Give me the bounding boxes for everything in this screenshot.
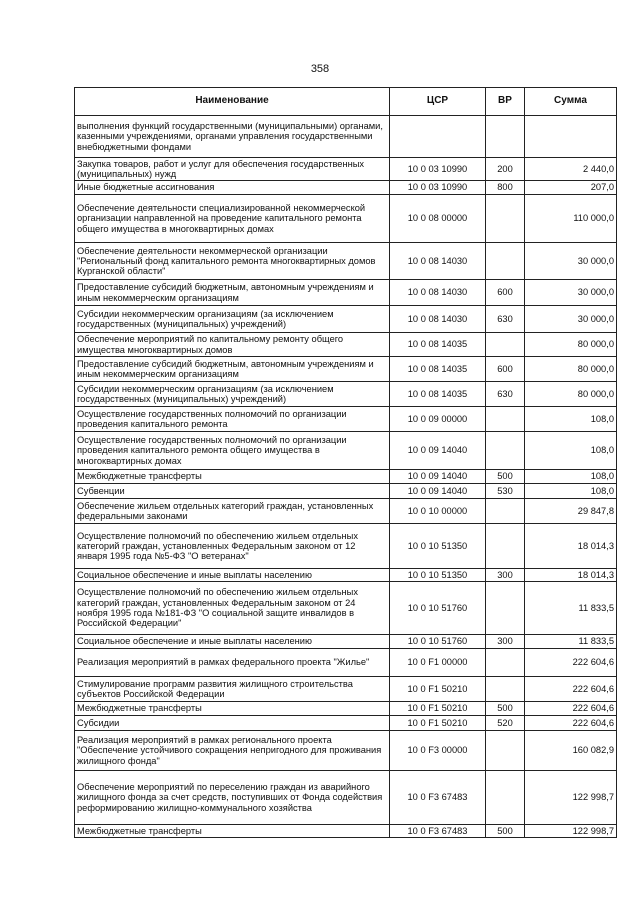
cell-name: Стимулирование программ развития жилищного строительства субъектов Российской Федерации: [75, 677, 390, 702]
cell-csr: 10 0 10 51350: [390, 524, 486, 569]
cell-vr: [486, 524, 525, 569]
cell-name: Субсидии: [75, 716, 390, 731]
table-header-row: [75, 88, 617, 116]
cell-csr: 10 0 08 14030: [390, 243, 486, 280]
cell-vr: [486, 771, 525, 825]
cell-sum: 30 000,0: [525, 243, 617, 280]
cell-vr: 600: [486, 357, 525, 382]
cell-vr: [486, 432, 525, 470]
cell-sum: 29 847,8: [525, 499, 617, 524]
cell-sum: 80 000,0: [525, 382, 617, 407]
page-number: 358: [310, 63, 330, 75]
table-row: [75, 635, 617, 649]
table-row: [75, 195, 617, 243]
header-sum: Сумма: [525, 88, 617, 116]
cell-sum: 30 000,0: [525, 306, 617, 333]
cell-csr: 10 0 F1 50210: [390, 716, 486, 731]
cell-sum: 207,0: [525, 181, 617, 195]
cell-csr: 10 0 08 14030: [390, 306, 486, 333]
cell-csr: 10 0 10 51760: [390, 582, 486, 635]
table-row: [75, 771, 617, 825]
cell-vr: 200: [486, 158, 525, 181]
table-row: [75, 716, 617, 731]
cell-sum: 122 998,7: [525, 825, 617, 838]
cell-vr: 500: [486, 470, 525, 484]
cell-sum: 18 014,3: [525, 569, 617, 582]
cell-csr: 10 0 03 10990: [390, 181, 486, 195]
cell-vr: 600: [486, 280, 525, 306]
cell-sum: 108,0: [525, 407, 617, 432]
cell-csr: 10 0 F3 67483: [390, 771, 486, 825]
cell-vr: 630: [486, 382, 525, 407]
cell-vr: [486, 195, 525, 243]
table-row: [75, 432, 617, 470]
cell-csr: 10 0 F1 50210: [390, 677, 486, 702]
cell-csr: 10 0 08 14030: [390, 280, 486, 306]
cell-csr: 10 0 08 00000: [390, 195, 486, 243]
cell-vr: [486, 499, 525, 524]
table-row: [75, 357, 617, 382]
cell-vr: [486, 731, 525, 771]
cell-sum: 18 014,3: [525, 524, 617, 569]
table-row: [75, 382, 617, 407]
cell-sum: 11 833,5: [525, 635, 617, 649]
cell-vr: [486, 333, 525, 357]
cell-vr: 800: [486, 181, 525, 195]
table-row: [75, 306, 617, 333]
cell-sum: 222 604,6: [525, 716, 617, 731]
cell-csr: 10 0 09 14040: [390, 470, 486, 484]
cell-sum: 160 082,9: [525, 731, 617, 771]
table-row: [75, 702, 617, 716]
table-row: [75, 825, 617, 838]
table-row: [75, 484, 617, 499]
cell-csr: 10 0 F3 67483: [390, 825, 486, 838]
cell-name: Субсидии некоммерческим организациям (за исключением государственных (муниципальных) учреждений): [75, 306, 390, 333]
cell-name: Иные бюджетные ассигнования: [75, 181, 390, 195]
table-row: [75, 116, 617, 158]
cell-name: Обеспечение жильем отдельных категорий граждан, установленных федеральными законами: [75, 499, 390, 524]
cell-name: Обеспечение мероприятий по капитальному ремонту общего имущества многоквартирных домов: [75, 333, 390, 357]
cell-name: Осуществление полномочий по обеспечению жильем отдельных категорий граждан, установленных Федеральным законом от 12 января 1995 года №5-ФЗ "О ветеранах": [75, 524, 390, 569]
cell-sum: 222 604,6: [525, 649, 617, 677]
cell-name: Предоставление субсидий бюджетным, автономным учреждениям и иным некоммерческим организациям: [75, 357, 390, 382]
cell-vr: 530: [486, 484, 525, 499]
table-row: [75, 407, 617, 432]
table-row: [75, 181, 617, 195]
cell-sum: 122 998,7: [525, 771, 617, 825]
cell-sum: 108,0: [525, 484, 617, 499]
cell-csr: 10 0 F1 50210: [390, 702, 486, 716]
cell-sum: 110 000,0: [525, 195, 617, 243]
cell-vr: [486, 116, 525, 158]
table-row: [75, 470, 617, 484]
table-row: [75, 243, 617, 280]
cell-csr: 10 0 03 10990: [390, 158, 486, 181]
cell-name: Обеспечение деятельности специализированной некоммерческой организации направленной на проведение капитального ремонта общего имущества в многоквартирных домах: [75, 195, 390, 243]
cell-sum: 108,0: [525, 470, 617, 484]
cell-vr: 300: [486, 635, 525, 649]
cell-sum: 222 604,6: [525, 702, 617, 716]
table-row: [75, 731, 617, 771]
cell-name: Предоставление субсидий бюджетным, автономным учреждениям и иным некоммерческим организациям: [75, 280, 390, 306]
table-row: [75, 499, 617, 524]
cell-csr: 10 0 08 14035: [390, 382, 486, 407]
cell-sum: 11 833,5: [525, 582, 617, 635]
table-row: [75, 333, 617, 357]
cell-sum: 222 604,6: [525, 677, 617, 702]
cell-csr: 10 0 F3 00000: [390, 731, 486, 771]
table-row: [75, 524, 617, 569]
cell-csr: 10 0 10 51760: [390, 635, 486, 649]
cell-vr: 500: [486, 702, 525, 716]
cell-sum: [525, 116, 617, 158]
cell-vr: [486, 649, 525, 677]
cell-sum: 2 440,0: [525, 158, 617, 181]
cell-name: Социальное обеспечение и иные выплаты населению: [75, 569, 390, 582]
cell-name: Осуществление полномочий по обеспечению жильем отдельных категорий граждан, установленных Федеральным законом от 24 ноября 1995 года №181-ФЗ "О социальной защите инвалидов в Российской Федерации": [75, 582, 390, 635]
cell-sum: 30 000,0: [525, 280, 617, 306]
cell-csr: 10 0 10 51350: [390, 569, 486, 582]
header-name: Наименование: [75, 88, 390, 116]
cell-vr: 300: [486, 569, 525, 582]
cell-vr: [486, 582, 525, 635]
cell-csr: 10 0 F1 00000: [390, 649, 486, 677]
cell-csr: 10 0 09 14040: [390, 484, 486, 499]
table-row: [75, 677, 617, 702]
cell-vr: [486, 407, 525, 432]
cell-vr: [486, 243, 525, 280]
cell-name: Субвенции: [75, 484, 390, 499]
table-row: [75, 582, 617, 635]
cell-csr: 10 0 09 14040: [390, 432, 486, 470]
cell-csr: 10 0 08 14035: [390, 333, 486, 357]
cell-csr: 10 0 10 00000: [390, 499, 486, 524]
cell-sum: 108,0: [525, 432, 617, 470]
cell-name: Социальное обеспечение и иные выплаты населению: [75, 635, 390, 649]
table-row: [75, 280, 617, 306]
cell-name: выполнения функций государственными (муниципальными) органами, казенными учреждениями, органами управления государственными внебюджетными фондами: [75, 116, 390, 158]
cell-vr: 520: [486, 716, 525, 731]
cell-csr: 10 0 08 14035: [390, 357, 486, 382]
cell-name: Межбюджетные трансферты: [75, 825, 390, 838]
cell-name: Осуществление государственных полномочий по организации проведения капитального ремонта общего имущества в многоквартирных домах: [75, 432, 390, 470]
cell-name: Обеспечение деятельности некоммерческой организации "Региональный фонд капитального ремонта многоквартирных домов Курганской области": [75, 243, 390, 280]
cell-name: Субсидии некоммерческим организациям (за исключением государственных (муниципальных) учреждений): [75, 382, 390, 407]
table-row: [75, 649, 617, 677]
header-csr: ЦСР: [390, 88, 486, 116]
cell-sum: 80 000,0: [525, 333, 617, 357]
budget-table: [74, 87, 617, 838]
cell-name: Реализация мероприятий в рамках регионального проекта "Обеспечение устойчивого сокращения непригодного для проживания жилищного фонда": [75, 731, 390, 771]
cell-name: Обеспечение мероприятий по переселению граждан из аварийного жилищного фонда за счет средств, поступивших от Фонда содействия реформированию жилищно-коммунального хозяйства: [75, 771, 390, 825]
cell-sum: 80 000,0: [525, 357, 617, 382]
cell-vr: 630: [486, 306, 525, 333]
cell-name: Закупка товаров, работ и услуг для обеспечения государственных (муниципальных) нужд: [75, 158, 390, 181]
table-row: [75, 569, 617, 582]
cell-csr: 10 0 09 00000: [390, 407, 486, 432]
cell-name: Межбюджетные трансферты: [75, 702, 390, 716]
cell-name: Межбюджетные трансферты: [75, 470, 390, 484]
table-row: [75, 158, 617, 181]
cell-csr: [390, 116, 486, 158]
cell-name: Реализация мероприятий в рамках федерального проекта "Жилье": [75, 649, 390, 677]
cell-vr: 500: [486, 825, 525, 838]
cell-name: Осуществление государственных полномочий по организации проведения капитального ремонта: [75, 407, 390, 432]
header-vr: ВР: [486, 88, 525, 116]
cell-vr: [486, 677, 525, 702]
